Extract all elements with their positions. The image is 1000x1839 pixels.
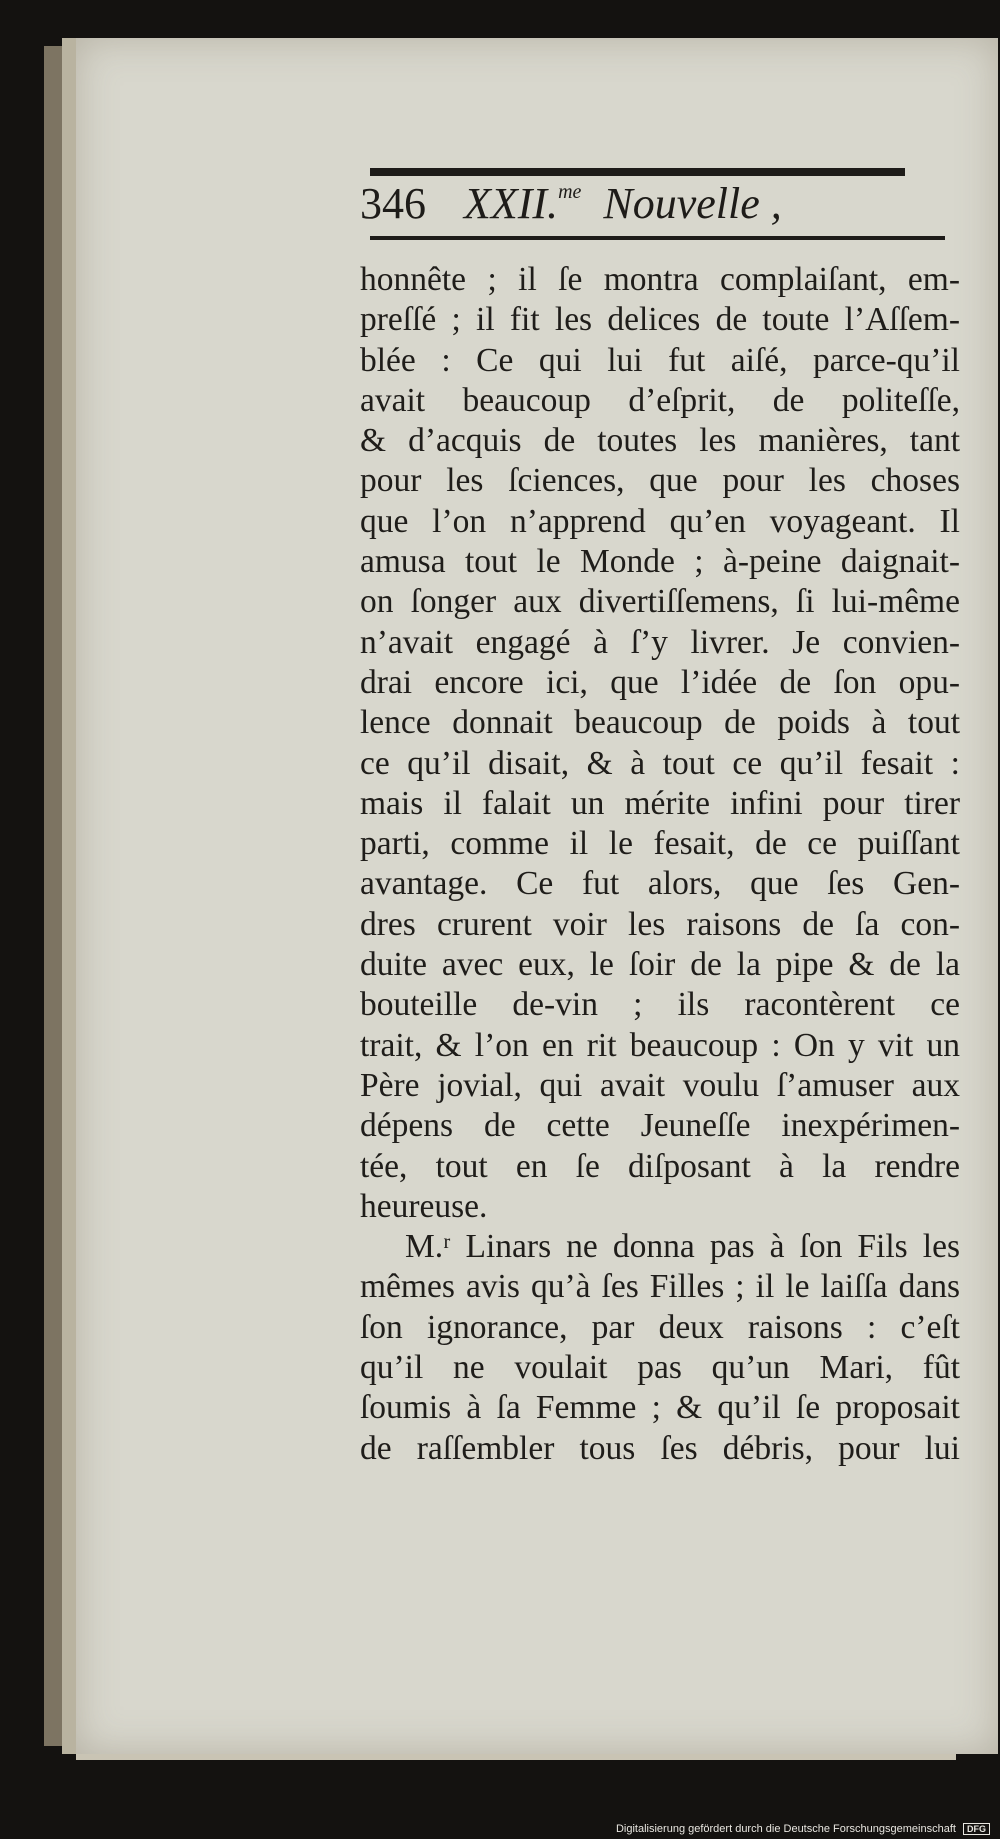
text-line: parti, comme il le fesait, de ce puiſſant <box>360 825 960 863</box>
chapter-suffix: me <box>558 181 582 203</box>
text-line: preſſé ; il fit les delices de toute l’Aſſem- <box>360 301 960 339</box>
text-line: ſon ignorance, par deux raisons : c’eſt <box>360 1308 960 1346</box>
text-line: tée, tout en ſe diſposant à la rendre <box>360 1147 960 1185</box>
page-number: 346 <box>360 179 426 228</box>
text-line: avait beaucoup d’eſprit, de politeſſe, <box>360 381 960 419</box>
text-line: pour les ſciences, que pour les choses <box>360 462 960 500</box>
paragraph-last-line: heureuse. <box>360 1187 488 1225</box>
chapter-numeral: XXII. <box>464 179 559 228</box>
text-line: Père jovial, qui avait voulu ſ’amuser aux <box>360 1066 960 1104</box>
text-line: ce qu’il disait, & à tout ce qu’il fesait : <box>360 744 960 782</box>
credit-text: Digitalisierung gefördert durch die Deutsche Forschungsgemeinschaft <box>615 1823 956 1835</box>
text-line: de raſſembler tous ſes débris, pour lui <box>360 1429 960 1467</box>
text-line: avantage. Ce fut alors, que ſes Gen- <box>360 865 960 903</box>
text-line: dépens de cette Jeuneſſe inexpérimen- <box>360 1107 960 1145</box>
text-line: dres crurent voir les raisons de ſa con- <box>360 905 960 943</box>
text-line: on ſonger aux divertiſſemens, ſi lui-même <box>360 583 960 621</box>
text-line: honnête ; il ſe montra complaiſant, em- <box>360 261 960 298</box>
book-gutter <box>44 46 64 1746</box>
digitization-credit <box>616 1823 990 1835</box>
text-line: mais il falait un mérite infini pour tirer <box>360 784 960 822</box>
header-top-rule <box>370 168 905 176</box>
text-line: duite avec eux, le ſoir de la pipe & de la <box>360 946 960 984</box>
paragraph-first-line: M.ʳ Linars ne donna pas à ſon Fils les <box>405 1228 960 1266</box>
text-line: que l’on n’apprend qu’en voyageant. Il <box>360 502 960 540</box>
text-line: trait, & l’on en rit beaucoup : On y vit un <box>360 1026 960 1064</box>
text-line: ſoumis à ſa Femme ; & qu’il ſe proposait <box>360 1389 960 1427</box>
text-line: n’avait engagé à ſ’y livrer. Je convien- <box>360 623 960 661</box>
chapter-name: Nouvelle , <box>603 179 782 228</box>
text-line: lence donnait beaucoup de poids à tout <box>360 704 960 742</box>
text-line: qu’il ne voulait pas qu’un Mari, fût <box>360 1349 960 1387</box>
text-line: amusa tout le Monde ; à-peine daignait- <box>360 543 960 581</box>
body-text <box>360 260 960 1469</box>
dfg-logo: DFG <box>963 1823 990 1835</box>
header-bottom-rule <box>370 236 945 240</box>
text-line: drai encore ici, que l’idée de ſon opu- <box>360 663 960 701</box>
text-line: mêmes avis qu’à ſes Filles ; il le laiſſa dans <box>360 1268 960 1306</box>
text-line: bouteille de-vin ; ils racontèrent ce <box>360 986 960 1024</box>
text-line: & d’acquis de toutes les manières, tant <box>360 422 960 460</box>
text-line: blée : Ce qui lui fut aiſé, parce-qu’il <box>360 341 960 379</box>
running-header <box>360 178 920 234</box>
